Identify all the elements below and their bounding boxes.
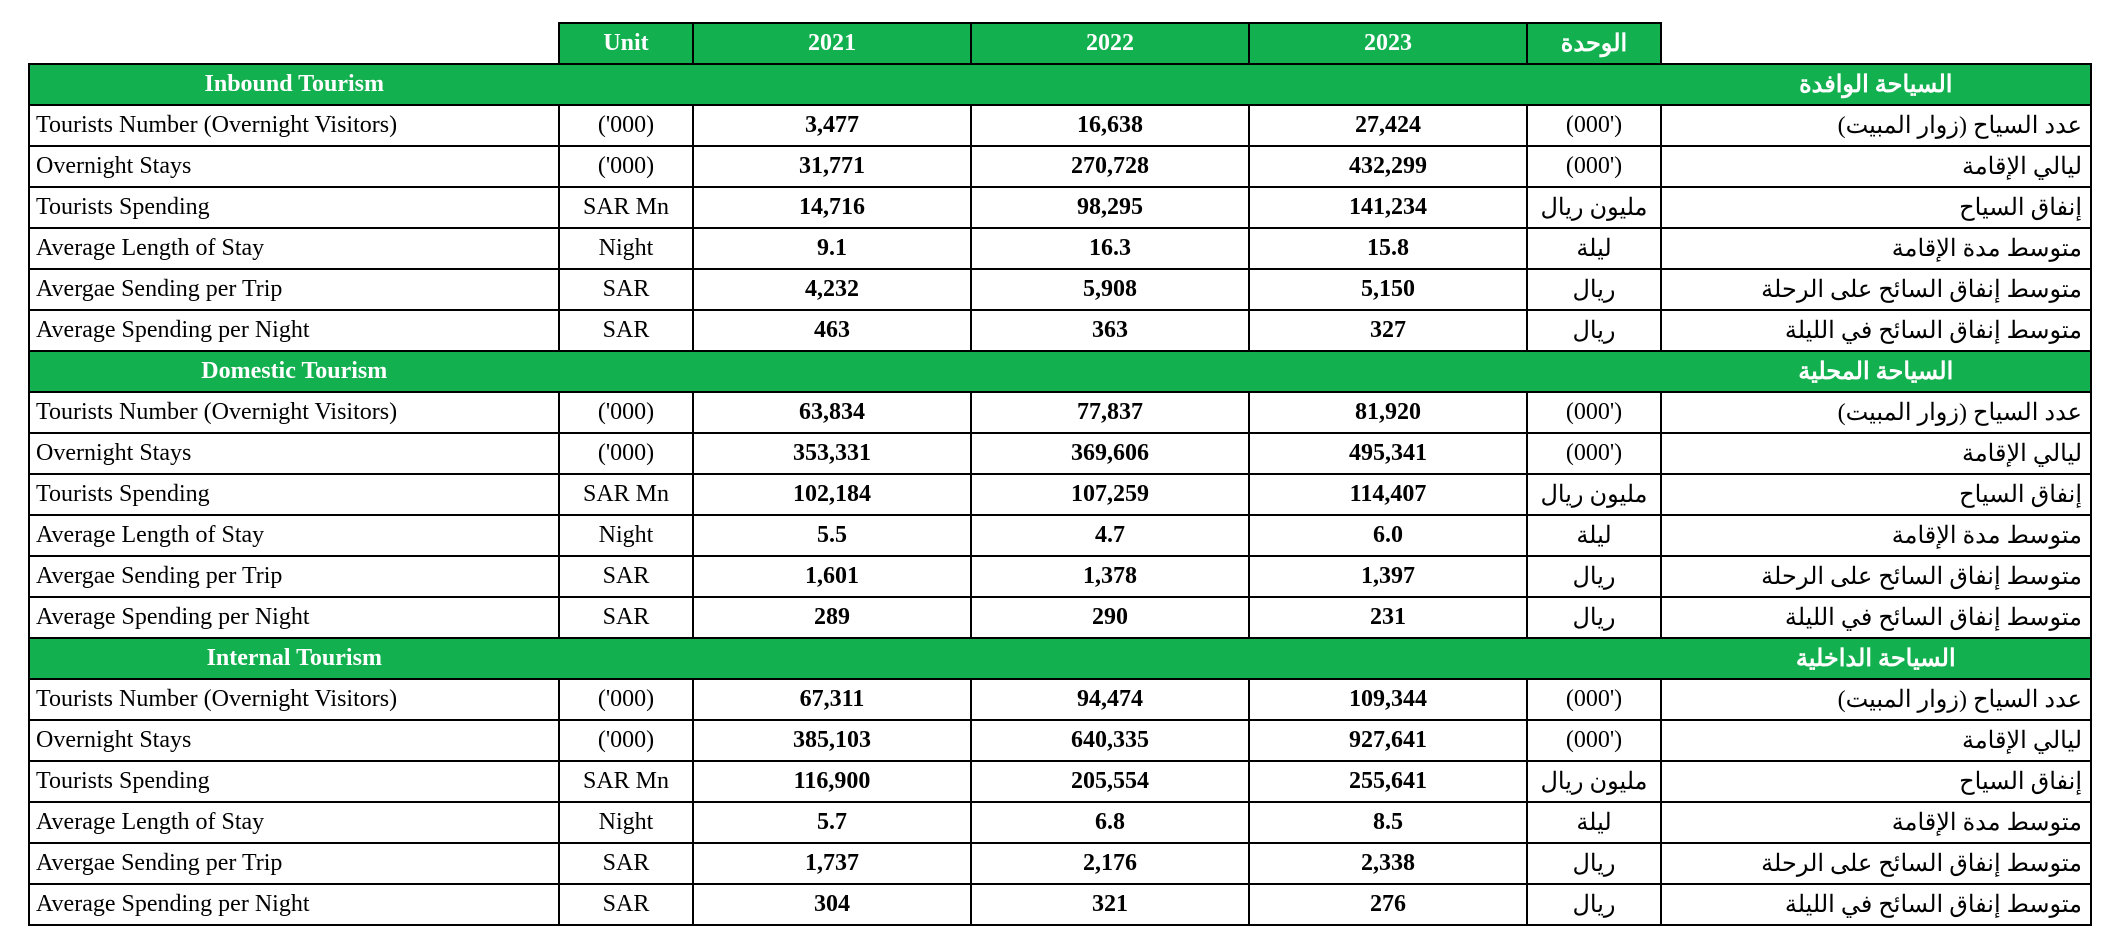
row-unit-en: SAR xyxy=(559,884,693,925)
row-label-ar: إنفاق السياح xyxy=(1661,474,2091,515)
row-label-ar: إنفاق السياح xyxy=(1661,187,2091,228)
section-header-row xyxy=(29,351,2091,392)
section-spacer-2023 xyxy=(1249,64,1527,105)
value-2022: 640,335 xyxy=(971,720,1249,761)
row-label-en: Average Length of Stay xyxy=(29,515,559,556)
header-blank-left xyxy=(29,23,559,64)
row-unit-en: ('000) xyxy=(559,105,693,146)
section-title-ar: السياحة المحلية xyxy=(1661,351,2091,392)
row-label-en: Overnight Stays xyxy=(29,433,559,474)
row-unit-ar: ليلة xyxy=(1527,228,1661,269)
row-label-en: Average Length of Stay xyxy=(29,228,559,269)
row-label-en: Average Length of Stay xyxy=(29,802,559,843)
row-label-ar: متوسط إنفاق السائح على الرحلة xyxy=(1661,556,2091,597)
header-year-2022: 2022 xyxy=(971,23,1249,64)
row-unit-ar: ريال xyxy=(1527,597,1661,638)
value-2022: 107,259 xyxy=(971,474,1249,515)
row-unit-ar: مليون ريال xyxy=(1527,761,1661,802)
row-unit-en: SAR Mn xyxy=(559,761,693,802)
value-2022: 77,837 xyxy=(971,392,1249,433)
header-year-2021: 2021 xyxy=(693,23,971,64)
row-unit-en: SAR Mn xyxy=(559,187,693,228)
tourism-statistics-table xyxy=(28,22,2092,926)
section-spacer-2023 xyxy=(1249,351,1527,392)
row-unit-en: SAR xyxy=(559,556,693,597)
section-spacer-2022 xyxy=(971,64,1249,105)
section-title-ar: السياحة الوافدة xyxy=(1661,64,2091,105)
row-label-ar: متوسط مدة الإقامة xyxy=(1661,802,2091,843)
table-row xyxy=(29,146,2091,187)
value-2023: 327 xyxy=(1249,310,1527,351)
row-label-ar: عدد السياح (زوار المبيت) xyxy=(1661,679,2091,720)
row-label-en: Tourists Number (Overnight Visitors) xyxy=(29,392,559,433)
table-row xyxy=(29,720,2091,761)
value-2023: 81,920 xyxy=(1249,392,1527,433)
row-unit-ar: ('000) xyxy=(1527,392,1661,433)
section-title-en: Domestic Tourism xyxy=(29,351,559,392)
value-2022: 6.8 xyxy=(971,802,1249,843)
table-row xyxy=(29,474,2091,515)
row-label-ar: عدد السياح (زوار المبيت) xyxy=(1661,392,2091,433)
table-row xyxy=(29,392,2091,433)
row-unit-en: ('000) xyxy=(559,392,693,433)
row-label-en: Tourists Number (Overnight Visitors) xyxy=(29,679,559,720)
row-unit-ar: ('000) xyxy=(1527,146,1661,187)
row-unit-en: Night xyxy=(559,802,693,843)
row-label-en: Overnight Stays xyxy=(29,146,559,187)
value-2023: 255,641 xyxy=(1249,761,1527,802)
row-label-ar: إنفاق السياح xyxy=(1661,761,2091,802)
table-row xyxy=(29,884,2091,925)
value-2023: 141,234 xyxy=(1249,187,1527,228)
value-2022: 94,474 xyxy=(971,679,1249,720)
section-spacer-2021 xyxy=(693,351,971,392)
row-unit-en: SAR xyxy=(559,310,693,351)
row-unit-en: SAR xyxy=(559,597,693,638)
row-unit-en: ('000) xyxy=(559,679,693,720)
row-label-en: Tourists Number (Overnight Visitors) xyxy=(29,105,559,146)
value-2021: 67,311 xyxy=(693,679,971,720)
section-title-ar: السياحة الداخلية xyxy=(1661,638,2091,679)
row-label-ar: متوسط إنفاق السائح في الليلة xyxy=(1661,597,2091,638)
row-unit-en: Night xyxy=(559,515,693,556)
value-2021: 5.5 xyxy=(693,515,971,556)
section-spacer-2021 xyxy=(693,64,971,105)
value-2023: 231 xyxy=(1249,597,1527,638)
value-2023: 1,397 xyxy=(1249,556,1527,597)
row-unit-ar: مليون ريال xyxy=(1527,474,1661,515)
row-label-en: Avergae Sending per Trip xyxy=(29,843,559,884)
value-2023: 8.5 xyxy=(1249,802,1527,843)
row-unit-ar: ليلة xyxy=(1527,515,1661,556)
table-row xyxy=(29,187,2091,228)
section-spacer-unit-ar xyxy=(1527,64,1661,105)
row-unit-ar: ريال xyxy=(1527,310,1661,351)
value-2023: 15.8 xyxy=(1249,228,1527,269)
row-unit-en: SAR Mn xyxy=(559,474,693,515)
header-year-2023: 2023 xyxy=(1249,23,1527,64)
section-title-en: Internal Tourism xyxy=(29,638,559,679)
value-2021: 31,771 xyxy=(693,146,971,187)
value-2022: 2,176 xyxy=(971,843,1249,884)
section-spacer-2021 xyxy=(693,638,971,679)
row-unit-en: ('000) xyxy=(559,433,693,474)
row-label-en: Average Spending per Night xyxy=(29,310,559,351)
value-2023: 109,344 xyxy=(1249,679,1527,720)
value-2022: 270,728 xyxy=(971,146,1249,187)
section-header-row xyxy=(29,64,2091,105)
value-2021: 63,834 xyxy=(693,392,971,433)
value-2023: 495,341 xyxy=(1249,433,1527,474)
row-unit-ar: ليلة xyxy=(1527,802,1661,843)
row-label-en: Tourists Spending xyxy=(29,761,559,802)
table-row xyxy=(29,269,2091,310)
table-body xyxy=(29,23,2091,925)
value-2022: 290 xyxy=(971,597,1249,638)
section-spacer-2022 xyxy=(971,638,1249,679)
table-row xyxy=(29,433,2091,474)
header-unit-en: Unit xyxy=(559,23,693,64)
row-label-ar: متوسط مدة الإقامة xyxy=(1661,228,2091,269)
value-2022: 98,295 xyxy=(971,187,1249,228)
value-2022: 205,554 xyxy=(971,761,1249,802)
value-2023: 2,338 xyxy=(1249,843,1527,884)
row-label-ar: عدد السياح (زوار المبيت) xyxy=(1661,105,2091,146)
row-label-en: Average Spending per Night xyxy=(29,884,559,925)
value-2023: 276 xyxy=(1249,884,1527,925)
row-unit-ar: ريال xyxy=(1527,269,1661,310)
value-2021: 4,232 xyxy=(693,269,971,310)
value-2023: 432,299 xyxy=(1249,146,1527,187)
section-spacer-unit-ar xyxy=(1527,638,1661,679)
value-2021: 385,103 xyxy=(693,720,971,761)
value-2021: 102,184 xyxy=(693,474,971,515)
value-2022: 16,638 xyxy=(971,105,1249,146)
value-2023: 6.0 xyxy=(1249,515,1527,556)
value-2023: 5,150 xyxy=(1249,269,1527,310)
row-unit-ar: ريال xyxy=(1527,843,1661,884)
value-2022: 16.3 xyxy=(971,228,1249,269)
table-row xyxy=(29,105,2091,146)
section-spacer-unit-en xyxy=(559,351,693,392)
row-label-en: Avergae Sending per Trip xyxy=(29,556,559,597)
row-unit-en: SAR xyxy=(559,269,693,310)
row-label-ar: متوسط إنفاق السائح في الليلة xyxy=(1661,310,2091,351)
value-2021: 9.1 xyxy=(693,228,971,269)
section-spacer-unit-en xyxy=(559,64,693,105)
table-row xyxy=(29,556,2091,597)
row-label-ar: متوسط إنفاق السائح في الليلة xyxy=(1661,884,2091,925)
row-label-en: Average Spending per Night xyxy=(29,597,559,638)
row-label-ar: متوسط إنفاق السائح على الرحلة xyxy=(1661,269,2091,310)
section-title-en: Inbound Tourism xyxy=(29,64,559,105)
row-unit-en: Night xyxy=(559,228,693,269)
header-unit-ar: الوحدة xyxy=(1527,23,1661,64)
row-unit-ar: مليون ريال xyxy=(1527,187,1661,228)
row-label-ar: ليالي الإقامة xyxy=(1661,433,2091,474)
row-label-ar: ليالي الإقامة xyxy=(1661,720,2091,761)
row-unit-ar: ('000) xyxy=(1527,433,1661,474)
row-unit-en: ('000) xyxy=(559,146,693,187)
table-row xyxy=(29,228,2091,269)
header-blank-right xyxy=(1661,23,2091,64)
header-row xyxy=(29,23,2091,64)
table-row xyxy=(29,761,2091,802)
row-unit-ar: ريال xyxy=(1527,884,1661,925)
row-label-en: Tourists Spending xyxy=(29,187,559,228)
row-unit-ar: ('000) xyxy=(1527,105,1661,146)
row-unit-ar: ('000) xyxy=(1527,679,1661,720)
row-unit-en: ('000) xyxy=(559,720,693,761)
table-row xyxy=(29,310,2091,351)
value-2021: 14,716 xyxy=(693,187,971,228)
value-2022: 369,606 xyxy=(971,433,1249,474)
row-label-en: Avergae Sending per Trip xyxy=(29,269,559,310)
section-spacer-2023 xyxy=(1249,638,1527,679)
value-2022: 363 xyxy=(971,310,1249,351)
value-2021: 289 xyxy=(693,597,971,638)
value-2022: 1,378 xyxy=(971,556,1249,597)
value-2022: 5,908 xyxy=(971,269,1249,310)
value-2021: 3,477 xyxy=(693,105,971,146)
value-2021: 116,900 xyxy=(693,761,971,802)
section-spacer-unit-en xyxy=(559,638,693,679)
value-2022: 321 xyxy=(971,884,1249,925)
row-label-en: Tourists Spending xyxy=(29,474,559,515)
row-unit-ar: ريال xyxy=(1527,556,1661,597)
row-unit-ar: ('000) xyxy=(1527,720,1661,761)
table-row xyxy=(29,515,2091,556)
row-label-ar: متوسط إنفاق السائح على الرحلة xyxy=(1661,843,2091,884)
section-header-row xyxy=(29,638,2091,679)
value-2021: 304 xyxy=(693,884,971,925)
row-label-ar: متوسط مدة الإقامة xyxy=(1661,515,2091,556)
value-2023: 27,424 xyxy=(1249,105,1527,146)
table-row xyxy=(29,843,2091,884)
value-2021: 353,331 xyxy=(693,433,971,474)
section-spacer-2022 xyxy=(971,351,1249,392)
row-label-ar: ليالي الإقامة xyxy=(1661,146,2091,187)
value-2023: 927,641 xyxy=(1249,720,1527,761)
value-2021: 1,737 xyxy=(693,843,971,884)
value-2021: 1,601 xyxy=(693,556,971,597)
value-2021: 5.7 xyxy=(693,802,971,843)
row-label-en: Overnight Stays xyxy=(29,720,559,761)
table-row xyxy=(29,802,2091,843)
value-2021: 463 xyxy=(693,310,971,351)
table-row xyxy=(29,679,2091,720)
value-2023: 114,407 xyxy=(1249,474,1527,515)
table-row xyxy=(29,597,2091,638)
value-2022: 4.7 xyxy=(971,515,1249,556)
row-unit-en: SAR xyxy=(559,843,693,884)
section-spacer-unit-ar xyxy=(1527,351,1661,392)
